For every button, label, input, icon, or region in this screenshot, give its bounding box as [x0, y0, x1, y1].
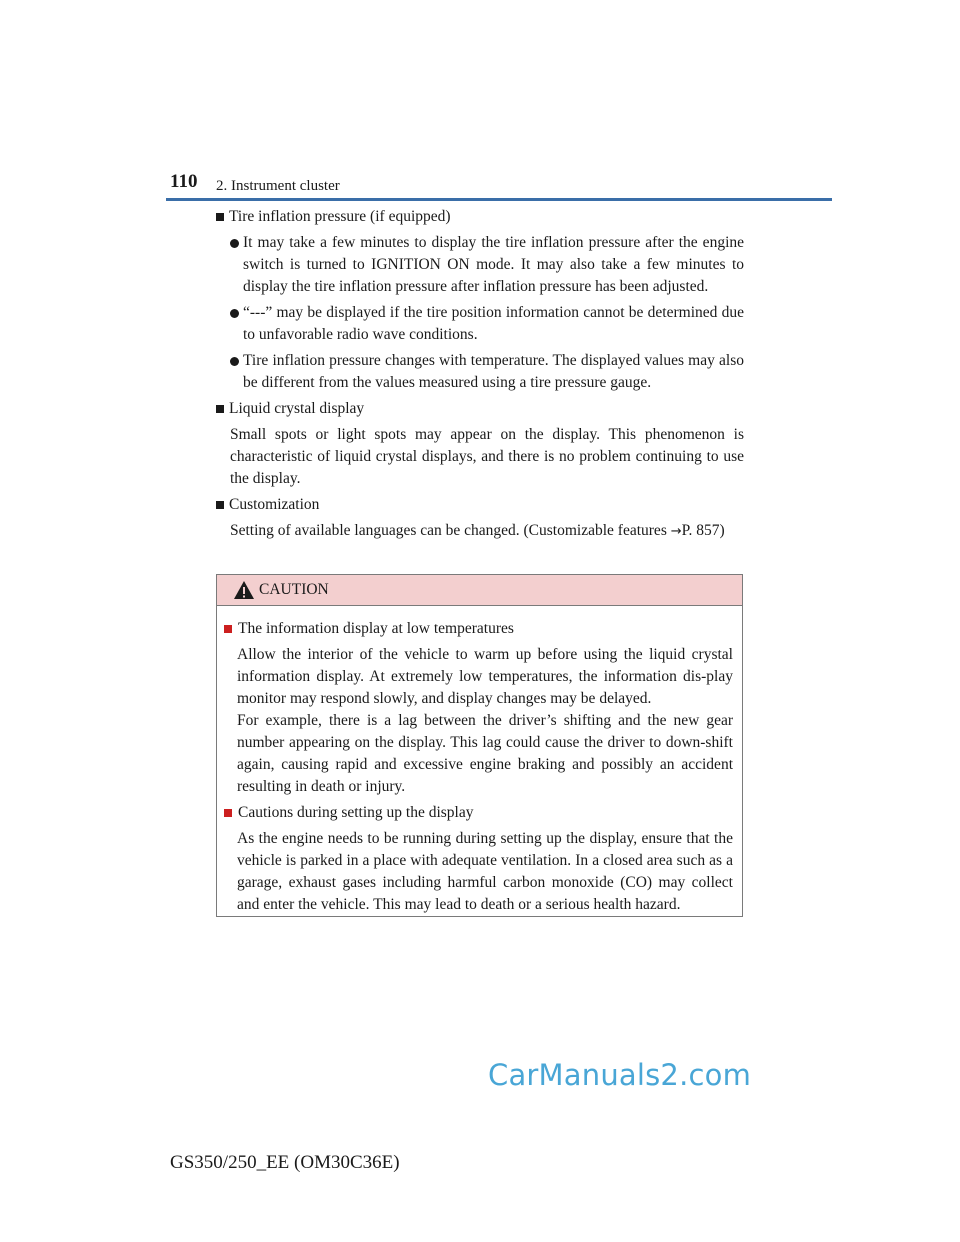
square-bullet-icon [216, 213, 224, 221]
heading-text: Customization [229, 496, 320, 513]
caution-title: CAUTION [259, 581, 329, 598]
bullet-text: It may take a few minutes to display the tire inflation pressure after the engine switch is turned to IGNITION ON mode. It may also take a few minutes to display the tire inflation pressure after inflation pressure has been adjusted. [243, 234, 744, 295]
bullet-item [216, 350, 744, 394]
bullet-text: Tire inflation pressure changes with temperature. The displayed values may also be different from the values measured using a tire pressure gauge. [243, 352, 744, 391]
watermark-logo: CarManuals2.com [488, 1058, 752, 1092]
heading-text: Liquid crystal display [229, 400, 365, 417]
header-rule [166, 198, 832, 201]
page-content [216, 206, 744, 547]
square-bullet-icon [216, 405, 224, 413]
caution-paragraph: As the engine needs to be running during setting up the display, ensure that the vehicle is parked in a place with adequate ventilation. In a closed area such as a garage, exhaust gases including harmful carbon monoxide (CO) may collect and enter the vehicle. This may lead to death or a serious health hazard. [237, 830, 733, 913]
page-number: 110 [170, 171, 198, 192]
square-bullet-icon [216, 501, 224, 509]
heading-text: Tire inflation pressure (if equipped) [229, 208, 451, 225]
caution-heading-text: Cautions during setting up the display [238, 804, 474, 821]
caution-header [217, 575, 742, 606]
page-header [0, 0, 960, 205]
caution-heading-setting-display [224, 802, 733, 824]
right-arrow-icon: → [670, 524, 682, 539]
caution-text: For example, there is a lag between the driver’s shifting and the new gear number appearing on the display. This lag could cause the driver to down-shift again, causing rapid and excessive engine braking and possibly an accident resulting in death or injury. [237, 712, 733, 795]
warning-triangle-icon [233, 580, 255, 600]
lcd-paragraph: Small spots or light spots may appear on the display. This phenomenon is characteristic of liquid crystal displays, and there is no problem continuing to use the display. [230, 426, 744, 487]
section-heading-lcd [216, 398, 744, 420]
section-heading-tire-pressure [216, 206, 744, 228]
customization-text: Setting of available languages can be changed. (Customizable features [230, 522, 671, 539]
caution-heading-low-temp [224, 618, 733, 640]
round-bullet-icon [230, 309, 239, 318]
red-square-bullet-icon [224, 809, 232, 817]
page-reference-link[interactable]: P. 857) [681, 522, 725, 539]
round-bullet-icon [230, 357, 239, 366]
model-code: GS350/250_EE (OM30C36E) [170, 1152, 400, 1173]
caution-body [217, 606, 742, 916]
red-square-bullet-icon [224, 625, 232, 633]
bullet-item [216, 232, 744, 298]
section-heading-customization [216, 494, 744, 516]
caution-box [216, 574, 743, 917]
bullet-text: “---” may be displayed if the tire position information cannot be determined due to unfavorable radio wave conditions. [243, 304, 744, 343]
round-bullet-icon [230, 239, 239, 248]
bullet-item [216, 302, 744, 346]
caution-text: Allow the interior of the vehicle to warm up before using the liquid crystal information display. At extremely low temperatures, the information dis-play monitor may respond slowly, and display changes may be delayed. [237, 646, 733, 707]
caution-paragraph [224, 644, 733, 798]
section-title: 2. Instrument cluster [216, 178, 340, 194]
customization-paragraph [216, 520, 744, 543]
caution-heading-text: The information display at low temperatures [238, 620, 514, 637]
